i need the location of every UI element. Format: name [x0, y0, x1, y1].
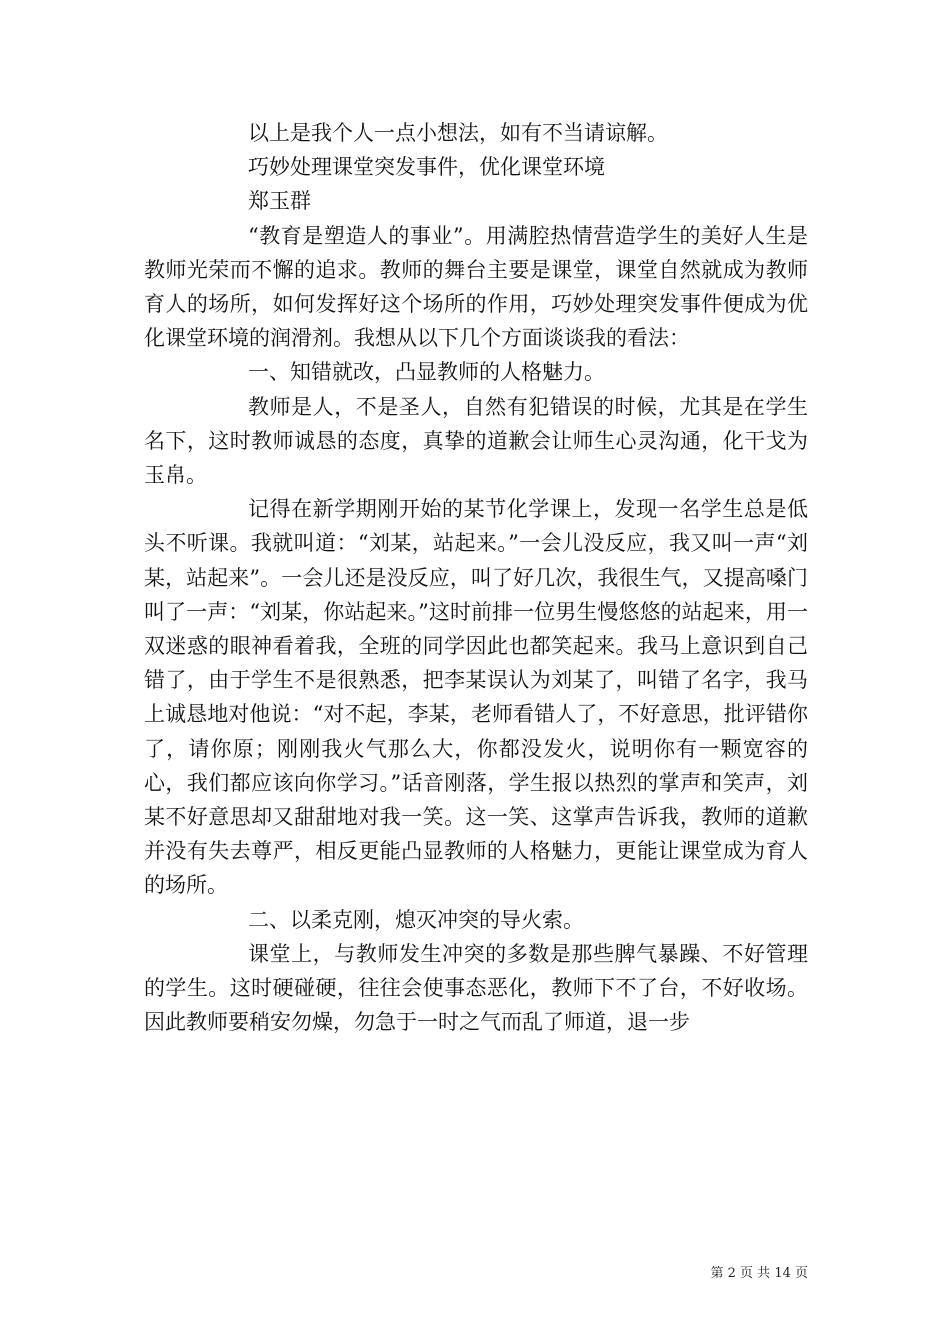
section-heading-2: 二、以柔克刚，熄灭冲突的导火索。	[248, 907, 584, 932]
article-title: 巧妙处理课堂突发事件，优化课堂环境	[248, 155, 605, 180]
intro-paragraph: “教育是塑造人的事业”。用满腔热情营造学生的美好人生是教师光荣而不懈的追求。教师的舞台主要是课堂，课堂自然就成为教师育人的场所，如何发挥好这个场所的作用，巧妙处理突发事件便成为优化课堂环境的润滑剂。我想从以下几个方面谈谈我的看法：	[144, 223, 808, 351]
document-body	[144, 116, 808, 1039]
body-paragraph: 教师是人，不是圣人，自然有犯错误的时候，尤其是在学生名下，这时教师诚恳的态度，真挚的道歉会让师生心灵沟通，化干戈为玉帛。	[144, 394, 808, 488]
section-heading-1: 一、知错就改，凸显教师的人格魅力。	[248, 360, 605, 385]
article-author: 郑玉群	[248, 189, 311, 214]
closing-line: 以上是我个人一点小想法，如有不当请谅解。	[248, 121, 668, 145]
body-paragraph: 记得在新学期刚开始的某节化学课上，发现一名学生总是低头不听课。我就叫道：“刘某，站起来。”一会儿没反应，我又叫一声“刘某，站起来”。一会儿还是没反应，叫了好几次，我很生气，又提高嗓门叫了一声：“刘某，你站起来。”这时前排一位男生慢悠悠的站起来，用一双迷惑的眼神看着我，全班的同学因此也都笑起来。我马上意识到自己错了，由于学生不是很熟悉，把李某误认为刘某了，叫错了名字，我马上诚恳地对他说：“对不起，李某，老师看错人了，不好意思，批评错你了，请你原；刚刚我火气那么大，你都没发火，说明你有一颗宽容的心，我们都应该向你学习。”话音刚落，学生报以热烈的掌声和笑声，刘某不好意思却又甜甜地对我一笑。这一笑、这掌声告诉我，教师的道歉并没有失去尊严，相反更能凸显教师的人格魅力，更能让课堂成为育人的场所。	[144, 497, 808, 898]
page-number: 第 2 页 共 14 页	[710, 1266, 808, 1281]
body-paragraph: 课堂上，与教师发生冲突的多数是那些脾气暴躁、不好管理的学生。这时硬碰硬，往往会使事态恶化，教师下不了台，不好收场。因此教师要稍安勿燥，勿急于一时之气而乱了师道，退一步	[144, 941, 808, 1035]
